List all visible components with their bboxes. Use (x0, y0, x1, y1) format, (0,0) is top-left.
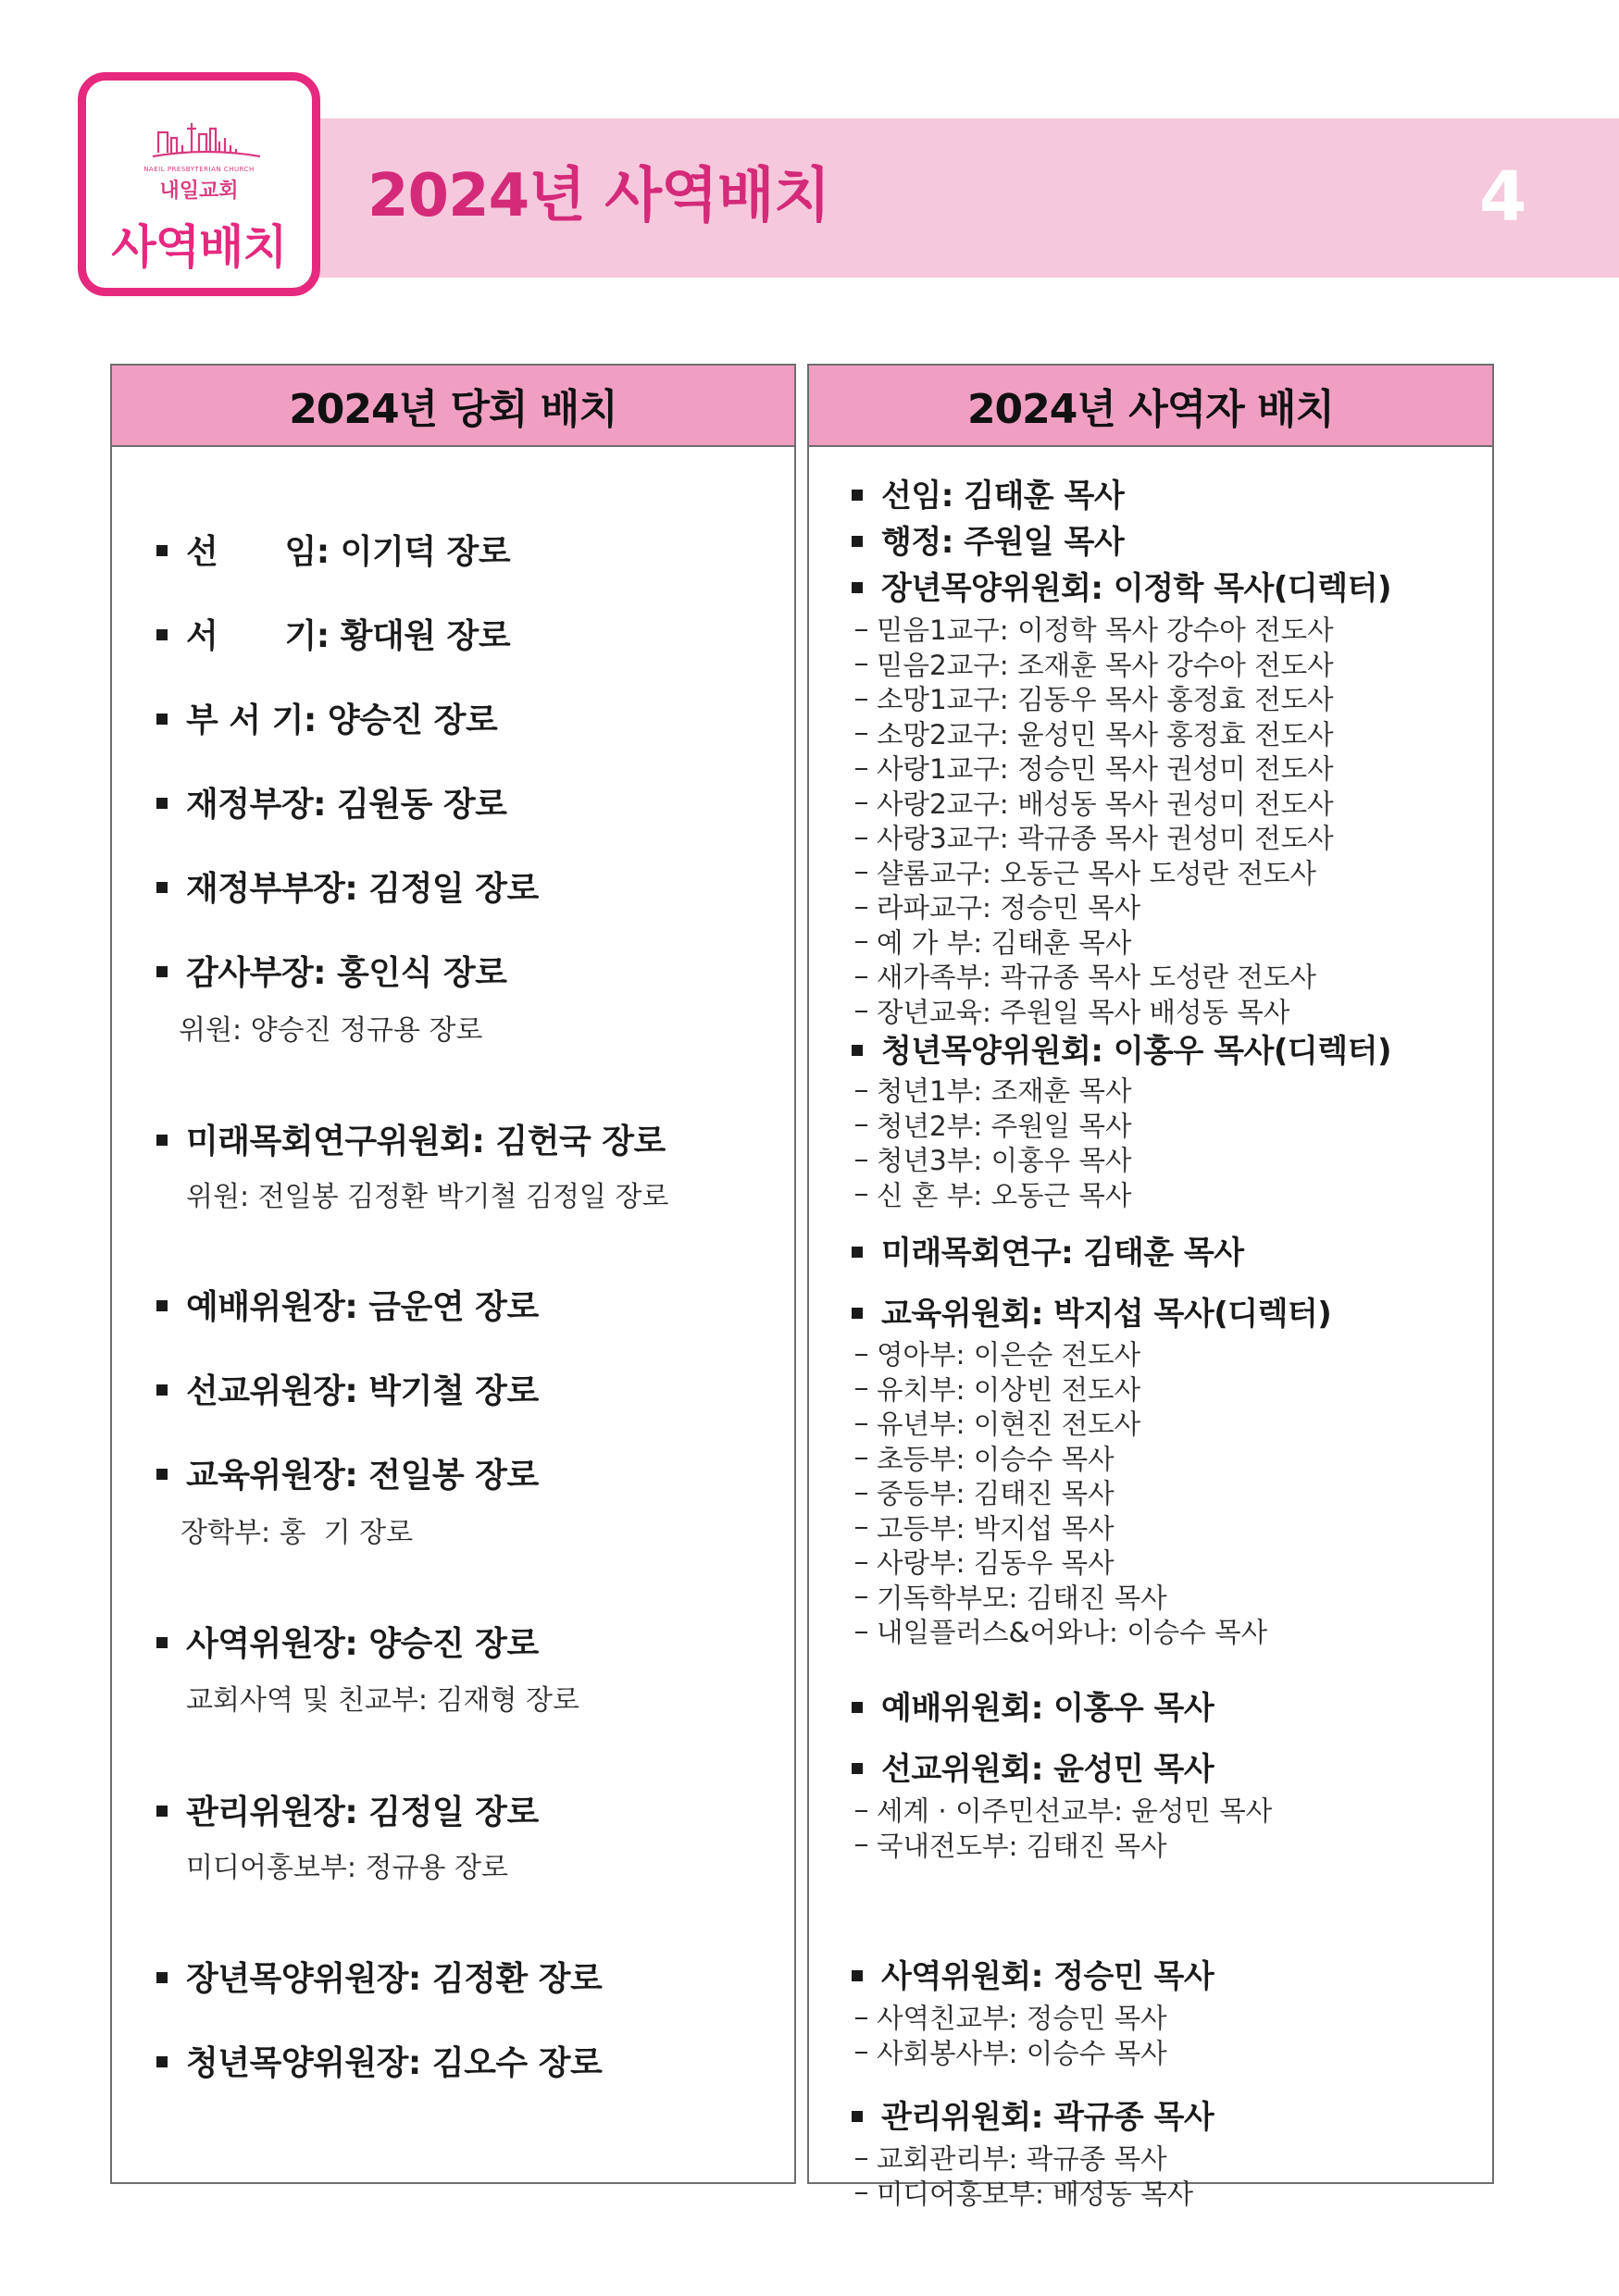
dash-icon (855, 2192, 867, 2194)
square-bullet-icon (156, 1135, 168, 1146)
list-item: 장년목양위원장: 김정환 장로 (156, 1963, 602, 1996)
square-bullet-icon (156, 966, 168, 977)
dash-icon (855, 1844, 867, 1846)
dash-icon (855, 2017, 867, 2019)
dash-icon (855, 1124, 867, 1126)
dash-icon (855, 2158, 867, 2160)
church-logo (78, 72, 320, 296)
list-item-sub: 위원: 양승진 정규용 장로 (179, 1014, 483, 1047)
sub-assignment-item: 사랑부: 김동우 목사 (855, 1550, 1115, 1578)
dash-icon (855, 699, 867, 701)
list-item: 재정부장: 김원동 장로 (156, 788, 506, 822)
page-number: 4 (1479, 157, 1527, 237)
dash-icon (855, 872, 867, 874)
sub-assignment-item: 사랑2교구: 배성동 목사 권성미 전도사 (855, 791, 1334, 819)
dash-icon (855, 1562, 867, 1564)
sub-assignment-item: 신 혼 부: 오동근 목사 (855, 1183, 1131, 1210)
sub-assignment-item: 고등부: 박지섭 목사 (855, 1516, 1115, 1544)
dash-icon (855, 1810, 867, 1812)
sub-assignment-item: 유년부: 이현진 전도사 (855, 1411, 1140, 1439)
dash-icon (855, 1388, 867, 1390)
sub-assignment-item: 새가족부: 곽규종 목사 도성란 전도사 (855, 964, 1316, 992)
square-bullet-icon (852, 1247, 863, 1258)
sub-assignment-item: 청년2부: 주원일 목사 (855, 1113, 1131, 1141)
square-bullet-icon (852, 1970, 863, 1981)
section-heading: 교육위원회: 박지섭 목사(디렉터) (852, 1298, 1331, 1330)
logo-subtitle: NAEIL PRESBYTERIAN CHURCH (143, 166, 255, 173)
list-item: 청년목양위원장: 김오수 장로 (156, 2047, 602, 2080)
list-item: 선 임: 이기덕 장로 (156, 536, 510, 569)
sub-assignment-item: 중등부: 김태진 목사 (855, 1481, 1115, 1508)
list-item: 사역위원장: 양승진 장로 (156, 1628, 539, 1661)
list-item-sub: 교회사역 및 친교부: 김재형 장로 (186, 1684, 579, 1717)
list-item: 교육위원장: 전일봉 장로 (156, 1459, 539, 1493)
list-item: 선교위원장: 박기철 장로 (156, 1375, 539, 1409)
list-item-sub: 미디어홍보부: 정규용 장로 (186, 1852, 508, 1884)
square-bullet-icon (156, 1300, 168, 1311)
sub-assignment-item: 미디어홍보부: 배성동 목사 (855, 2181, 1193, 2209)
sub-assignment-item: 예 가 부: 김태훈 목사 (855, 930, 1131, 958)
section-heading: 행정: 주원일 목사 (852, 527, 1124, 558)
list-item: 서 기: 황대원 장로 (156, 620, 510, 653)
section-heading: 예배위원회: 이홍우 목사 (852, 1693, 1214, 1724)
sub-assignment-item: 라파교구: 정승민 목사 (855, 895, 1140, 923)
dash-icon (855, 1493, 867, 1495)
list-item: 관리위원장: 김정일 장로 (156, 1796, 539, 1830)
dash-icon (855, 802, 867, 804)
dash-icon (855, 629, 867, 631)
square-bullet-icon (156, 1469, 168, 1480)
section-heading: 선임: 김태훈 목사 (852, 480, 1124, 512)
section-heading: 미래목회연구: 김태훈 목사 (852, 1237, 1244, 1269)
list-item: 재정부부장: 김정일 장로 (156, 873, 539, 906)
list-item-sub: 위원: 전일봉 김정환 박기철 김정일 장로 (186, 1181, 669, 1213)
list-item-sub: 장학부: 홍 기 장로 (181, 1517, 414, 1549)
dash-icon (855, 1160, 867, 1161)
sub-assignment-item: 국내전도부: 김태진 목사 (855, 1833, 1167, 1861)
panel-title: 2024년 당회 배치 (112, 366, 794, 447)
square-bullet-icon (156, 1972, 168, 1983)
square-bullet-icon (852, 1308, 863, 1319)
section-heading: 선교위원회: 윤성민 목사 (852, 1754, 1214, 1785)
square-bullet-icon (156, 545, 168, 556)
square-bullet-icon (156, 798, 168, 809)
sub-assignment-item: 소망2교구: 윤성민 목사 홍정효 전도사 (855, 722, 1334, 750)
dash-icon (855, 1527, 867, 1529)
sub-assignment-item: 내일플러스&어와나: 이승수 목사 (855, 1620, 1267, 1647)
dash-icon (855, 1194, 867, 1196)
dash-icon (855, 1632, 867, 1633)
sub-assignment-item: 믿음2교구: 조재훈 목사 강수아 전도사 (855, 652, 1334, 680)
sub-assignment-item: 세계 · 이주민선교부: 윤성민 목사 (855, 1798, 1272, 1826)
list-item: 부 서 기: 양승진 장로 (156, 704, 497, 738)
square-bullet-icon (852, 490, 863, 501)
square-bullet-icon (156, 1637, 168, 1648)
logo-church-name: 내일교회 (159, 180, 239, 203)
sub-assignment-item: 청년1부: 조재훈 목사 (855, 1078, 1131, 1106)
dash-icon (855, 2052, 867, 2054)
dash-icon (855, 1423, 867, 1425)
sub-assignment-item: 장년교육: 주원일 목사 배성동 목사 (855, 999, 1289, 1027)
sub-assignment-item: 청년3부: 이홍우 목사 (855, 1148, 1131, 1175)
section-heading: 사역위원회: 정승민 목사 (852, 1961, 1214, 1992)
logo-section-title: 사역배치 (111, 220, 287, 274)
dash-icon (855, 976, 867, 978)
list-item: 예배위원장: 금운연 장로 (156, 1291, 539, 1324)
church-skyline-icon (151, 110, 262, 166)
square-bullet-icon (156, 714, 168, 725)
sub-assignment-item: 사랑1교구: 정승민 목사 권성미 전도사 (855, 756, 1334, 784)
square-bullet-icon (852, 582, 863, 593)
dash-icon (855, 1011, 867, 1012)
square-bullet-icon (156, 2056, 168, 2067)
minister-assignment-panel (807, 364, 1494, 2210)
square-bullet-icon (156, 1806, 168, 1817)
sub-assignment-item: 믿음1교구: 이정학 목사 강수아 전도사 (855, 617, 1334, 645)
dash-icon (855, 1354, 867, 1356)
dash-icon (855, 1458, 867, 1459)
section-heading: 청년목양위원회: 이홍우 목사(디렉터) (852, 1036, 1391, 1067)
dash-icon (855, 664, 867, 665)
sub-assignment-item: 사랑3교구: 곽규종 목사 권성미 전도사 (855, 825, 1334, 853)
dash-icon (855, 1596, 867, 1598)
square-bullet-icon (156, 882, 168, 893)
session-assignment-panel (110, 364, 796, 2184)
section-heading: 장년목양위원회: 이정학 목사(디렉터) (852, 573, 1391, 604)
list-item: 미래목회연구위원회: 김헌국 장로 (156, 1125, 666, 1159)
sub-assignment-item: 영아부: 이은순 전도사 (855, 1342, 1140, 1370)
square-bullet-icon (156, 1384, 168, 1396)
sub-assignment-item: 샬롬교구: 오동근 목사 도성란 전도사 (855, 861, 1316, 888)
dash-icon (855, 1090, 867, 1092)
sub-assignment-item: 사역친교부: 정승민 목사 (855, 2005, 1167, 2033)
sub-assignment-item: 유치부: 이상빈 전도사 (855, 1377, 1140, 1405)
square-bullet-icon (852, 1702, 863, 1713)
dash-icon (855, 768, 867, 770)
sub-assignment-item: 교회관리부: 곽규종 목사 (855, 2146, 1167, 2174)
list-item: 감사부장: 홍인식 장로 (156, 957, 506, 990)
panel-title: 2024년 사역자 배치 (809, 366, 1492, 447)
sub-assignment-item: 기독학부모: 김태진 목사 (855, 1585, 1167, 1613)
square-bullet-icon (156, 629, 168, 640)
sub-assignment-item: 초등부: 이승수 목사 (855, 1446, 1115, 1474)
square-bullet-icon (852, 1763, 863, 1774)
dash-icon (855, 838, 867, 839)
square-bullet-icon (852, 2111, 863, 2122)
dash-icon (855, 907, 867, 909)
section-heading: 관리위원회: 곽규종 목사 (852, 2102, 1214, 2133)
page-title: 2024년 사역배치 (367, 162, 830, 230)
sub-assignment-item: 소망1교구: 김동우 목사 홍정효 전도사 (855, 687, 1334, 714)
dash-icon (855, 941, 867, 943)
square-bullet-icon (852, 1045, 863, 1056)
square-bullet-icon (852, 536, 863, 547)
dash-icon (855, 733, 867, 735)
sub-assignment-item: 사회봉사부: 이승수 목사 (855, 2041, 1167, 2068)
